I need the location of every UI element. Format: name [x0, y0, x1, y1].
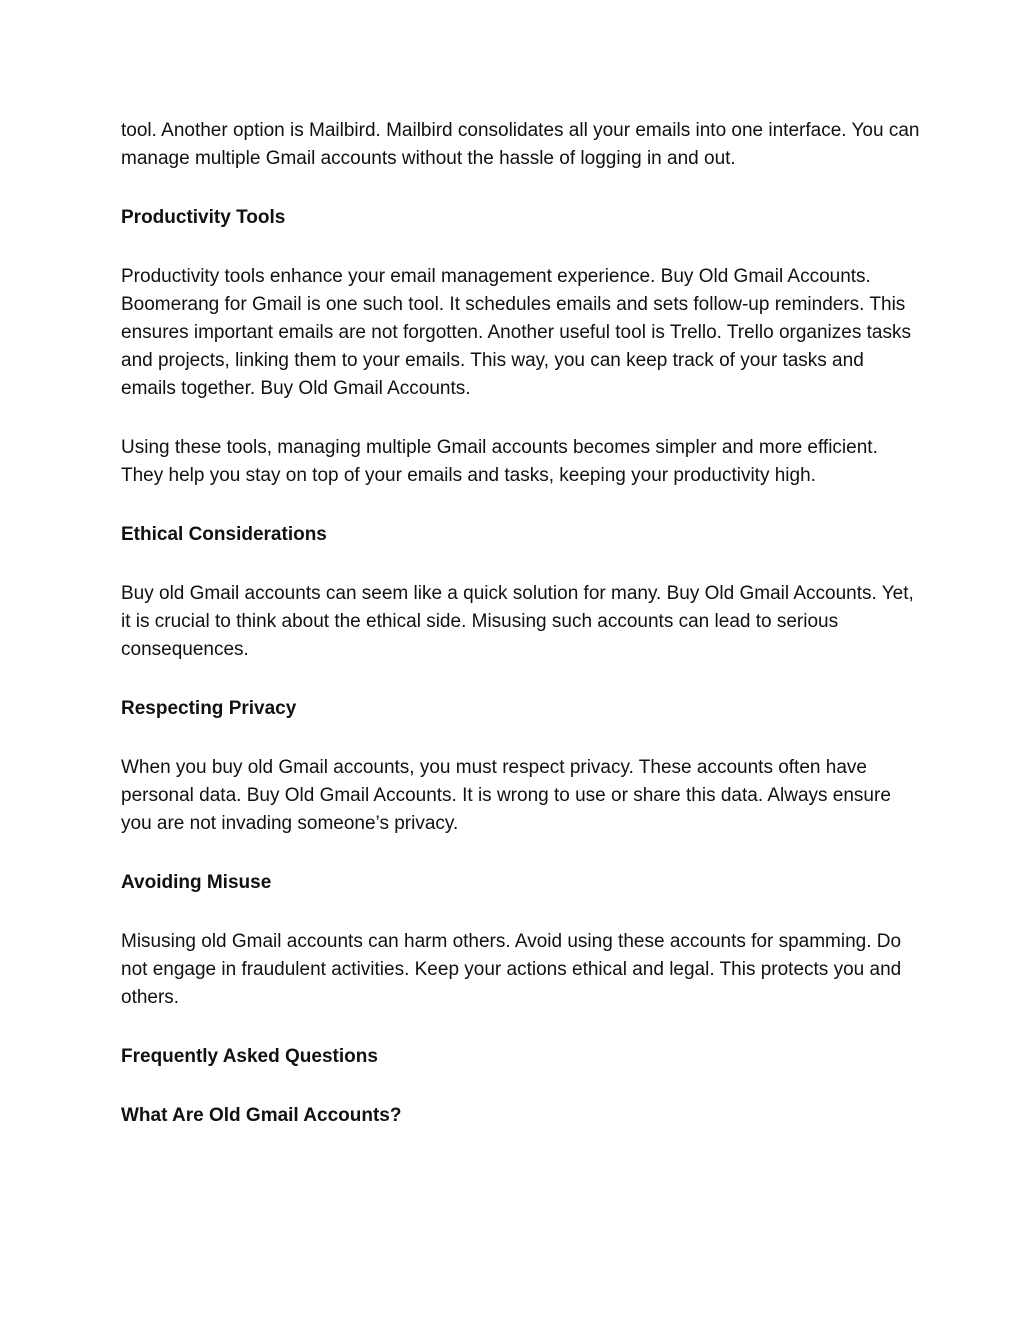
- document-body: [121, 117, 921, 1161]
- paragraph-respecting-privacy: When you buy old Gmail accounts, you must respect privacy. These accounts often have personal data. Buy Old Gmail Accounts. It is wrong to use or share this data. Always ensure you are not invading someone’s privacy.: [121, 757, 891, 834]
- paragraph-ethical-considerations: Buy old Gmail accounts can seem like a quick solution for many. Buy Old Gmail Accounts. Yet, it is crucial to think about the ethical side. Misusing such accounts can lead to serious consequences.: [121, 583, 914, 660]
- paragraph-mailbird: tool. Another option is Mailbird. Mailbird consolidates all your emails into one interface. You can manage multiple Gmail accounts without the hassle of logging in and out.: [121, 120, 920, 169]
- paragraph-productivity-tools: Productivity tools enhance your email management experience. Buy Old Gmail Accounts. Boomerang for Gmail is one such tool. It schedules emails and sets follow-up reminders. This ensures important emails are not forgotten. Another useful tool is Trello. Trello organizes tasks and projects, linking them to your emails. This way, you can keep track of your tasks and emails together. Buy Old Gmail Accounts.: [121, 266, 911, 399]
- heading-ethical-considerations: Ethical Considerations: [121, 524, 327, 545]
- paragraph-avoiding-misuse: Misusing old Gmail accounts can harm others. Avoid using these accounts for spamming. Do not engage in fraudulent activities. Keep your actions ethical and legal. This protects you and others.: [121, 931, 902, 1008]
- heading-productivity-tools: Productivity Tools: [121, 207, 286, 228]
- heading-faq: Frequently Asked Questions: [121, 1046, 378, 1067]
- heading-respecting-privacy: Respecting Privacy: [121, 698, 297, 719]
- paragraph-using-tools: Using these tools, managing multiple Gmail accounts becomes simpler and more efficient. They help you stay on top of your emails and tasks, keeping your productivity high.: [121, 437, 878, 486]
- heading-avoiding-misuse: Avoiding Misuse: [121, 872, 272, 893]
- heading-what-are-old-gmail-accounts: What Are Old Gmail Accounts?: [121, 1105, 402, 1126]
